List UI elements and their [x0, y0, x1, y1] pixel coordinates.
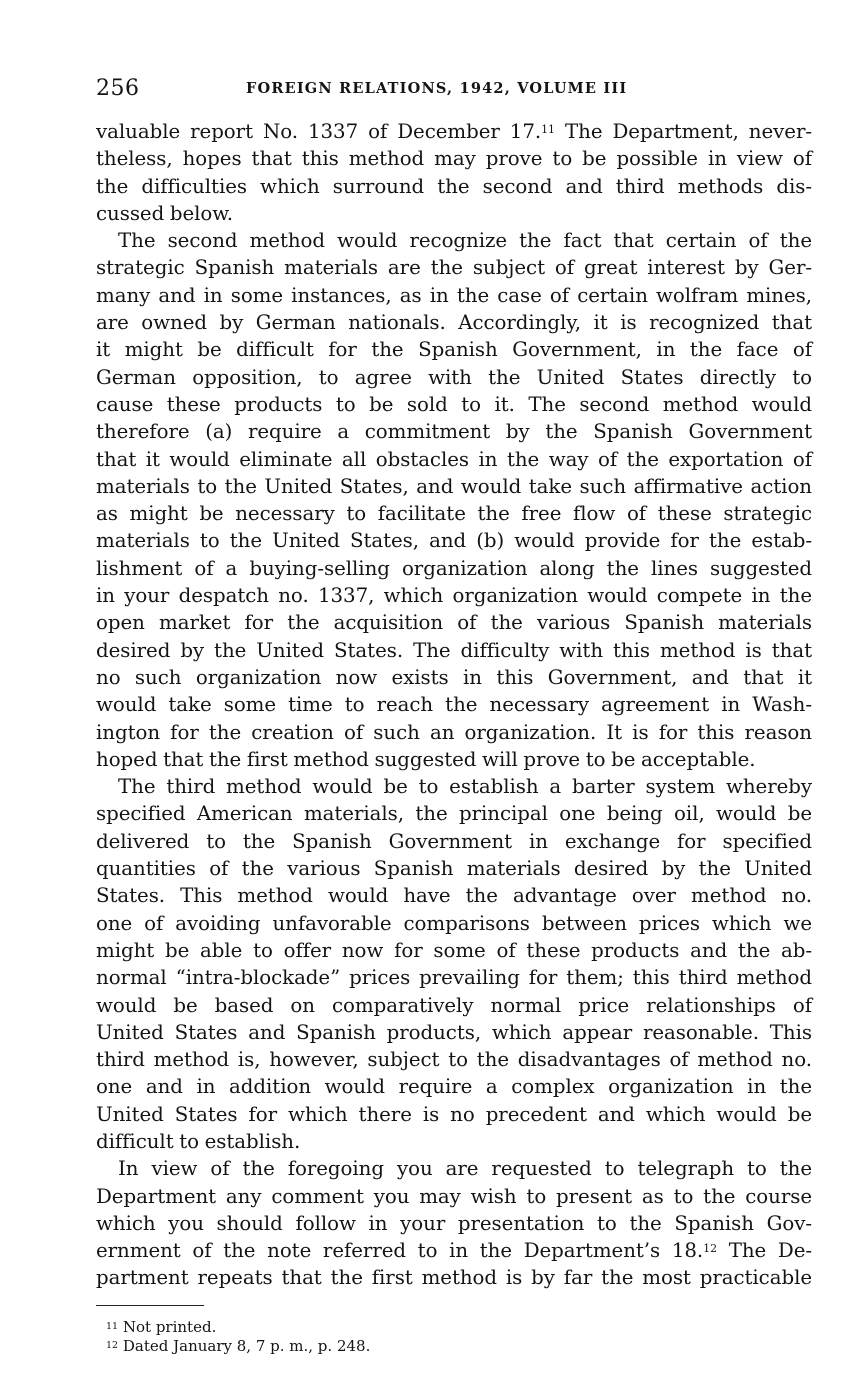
text-line: ernment of the note referred to in the Department’s 18.12 The De- [96, 1239, 812, 1263]
text-line: United States and Spanish products, which appear reasonable. This [96, 1020, 812, 1044]
text-line: The third method would be to establish a barter system whereby [118, 775, 812, 799]
paragraph-2 [96, 227, 812, 773]
text-line: no such organization now exists in this Government, and that it [96, 665, 812, 689]
footnote-divider [96, 1305, 204, 1306]
text-line: one and in addition would require a complex organization in the [96, 1075, 812, 1099]
text-line: as might be necessary to facilitate the free flow of these strategic [96, 502, 812, 526]
text-line: many and in some instances, as in the case of certain wolfram mines, [96, 283, 812, 307]
text-line: partment repeats that the first method is by far the most practicable [96, 1266, 812, 1290]
running-head: FOREIGN RELATIONS, 1942, VOLUME III [246, 80, 628, 97]
text-line: ington for the creation of such an organization. It is for this reason [96, 720, 812, 744]
text-line: one of avoiding unfavorable comparisons between prices which we [96, 911, 812, 935]
text-line: materials to the United States, and would take such affirmative action [96, 474, 812, 498]
footnote-11: $^{11}$ Not printed. [106, 1317, 217, 1336]
text-line: States. This method would have the advantage over method no. [96, 884, 812, 908]
text-line: quantities of the various Spanish materials desired by the United [96, 857, 812, 881]
page-number: 256 [96, 76, 140, 101]
text-line: materials to the United States, and (b) would provide for the estab- [96, 529, 812, 553]
text-line: open market for the acquisition of the various Spanish materials [96, 611, 812, 635]
text-line: it might be difficult for the Spanish Government, in the face of [96, 338, 812, 362]
text-line: theless, hopes that this method may prove to be possible in view of [96, 147, 812, 171]
text-line: valuable report No. 1337 of December 17.11 The Department, never- [96, 120, 812, 143]
text-line: desired by the United States. The difficulty with this method is that [96, 638, 812, 662]
text-line: in your despatch no. 1337, which organization would compete in the [96, 584, 812, 608]
text-line: delivered to the Spanish Government in exchange for specified [96, 829, 812, 853]
text-line: might be able to offer now for some of these products and the ab- [96, 938, 812, 962]
paragraph-3 [96, 773, 812, 1155]
text-line: strategic Spanish materials are the subject of great interest by Ger- [96, 256, 812, 280]
document-page [96, 76, 812, 1356]
text-line: lishment of a buying-selling organization along the lines suggested [96, 556, 812, 580]
text-line: United States for which there is no precedent and which would be [96, 1102, 812, 1126]
text-line: In view of the foregoing you are requested to telegraph to the [118, 1157, 812, 1181]
page-header [96, 76, 812, 110]
text-line: specified American materials, the principal one being oil, would be [96, 802, 812, 826]
text-line: cause these products to be sold to it. The second method would [96, 392, 812, 416]
paragraph-1 [96, 118, 812, 227]
footnote-12: $^{12}$ Dated January 8, 7 p. m., p. 248. [106, 1336, 371, 1355]
text-line: German opposition, to agree with the United States directly to [96, 365, 812, 389]
text-line: normal “intra-blockade” prices prevailing for them; this third method [96, 966, 812, 990]
text-line: Department any comment you may wish to present as to the course [96, 1184, 812, 1208]
paragraph-4 [96, 1155, 812, 1291]
text-line: third method is, however, subject to the disadvantages of method no. [96, 1048, 812, 1072]
text-line: would be based on comparatively normal price relationships of [96, 993, 812, 1017]
text-line: which you should follow in your presentation to the Spanish Gov- [96, 1211, 812, 1235]
text-line: are owned by German nationals. Accordingly, it is recognized that [96, 311, 812, 335]
text-line: hoped that the first method suggested will prove to be acceptable. [96, 747, 756, 771]
footnote-ref-11: 11 [541, 123, 555, 136]
text-line: the difficulties which surround the second and third methods dis- [96, 174, 812, 198]
footnote-ref-12: 12 [703, 1242, 718, 1256]
text-line: The second method would recognize the fact that certain of the [118, 229, 812, 253]
text-line: therefore (a) require a commitment by the Spanish Government [96, 420, 812, 444]
text-line: would take some time to reach the necessary agreement in Wash- [96, 693, 812, 717]
text-line: difficult to establish. [96, 1129, 301, 1153]
footnotes [96, 1318, 812, 1356]
text-line: that it would eliminate all obstacles in the way of the exportation of [96, 447, 812, 471]
text-line: cussed below. [96, 201, 234, 225]
